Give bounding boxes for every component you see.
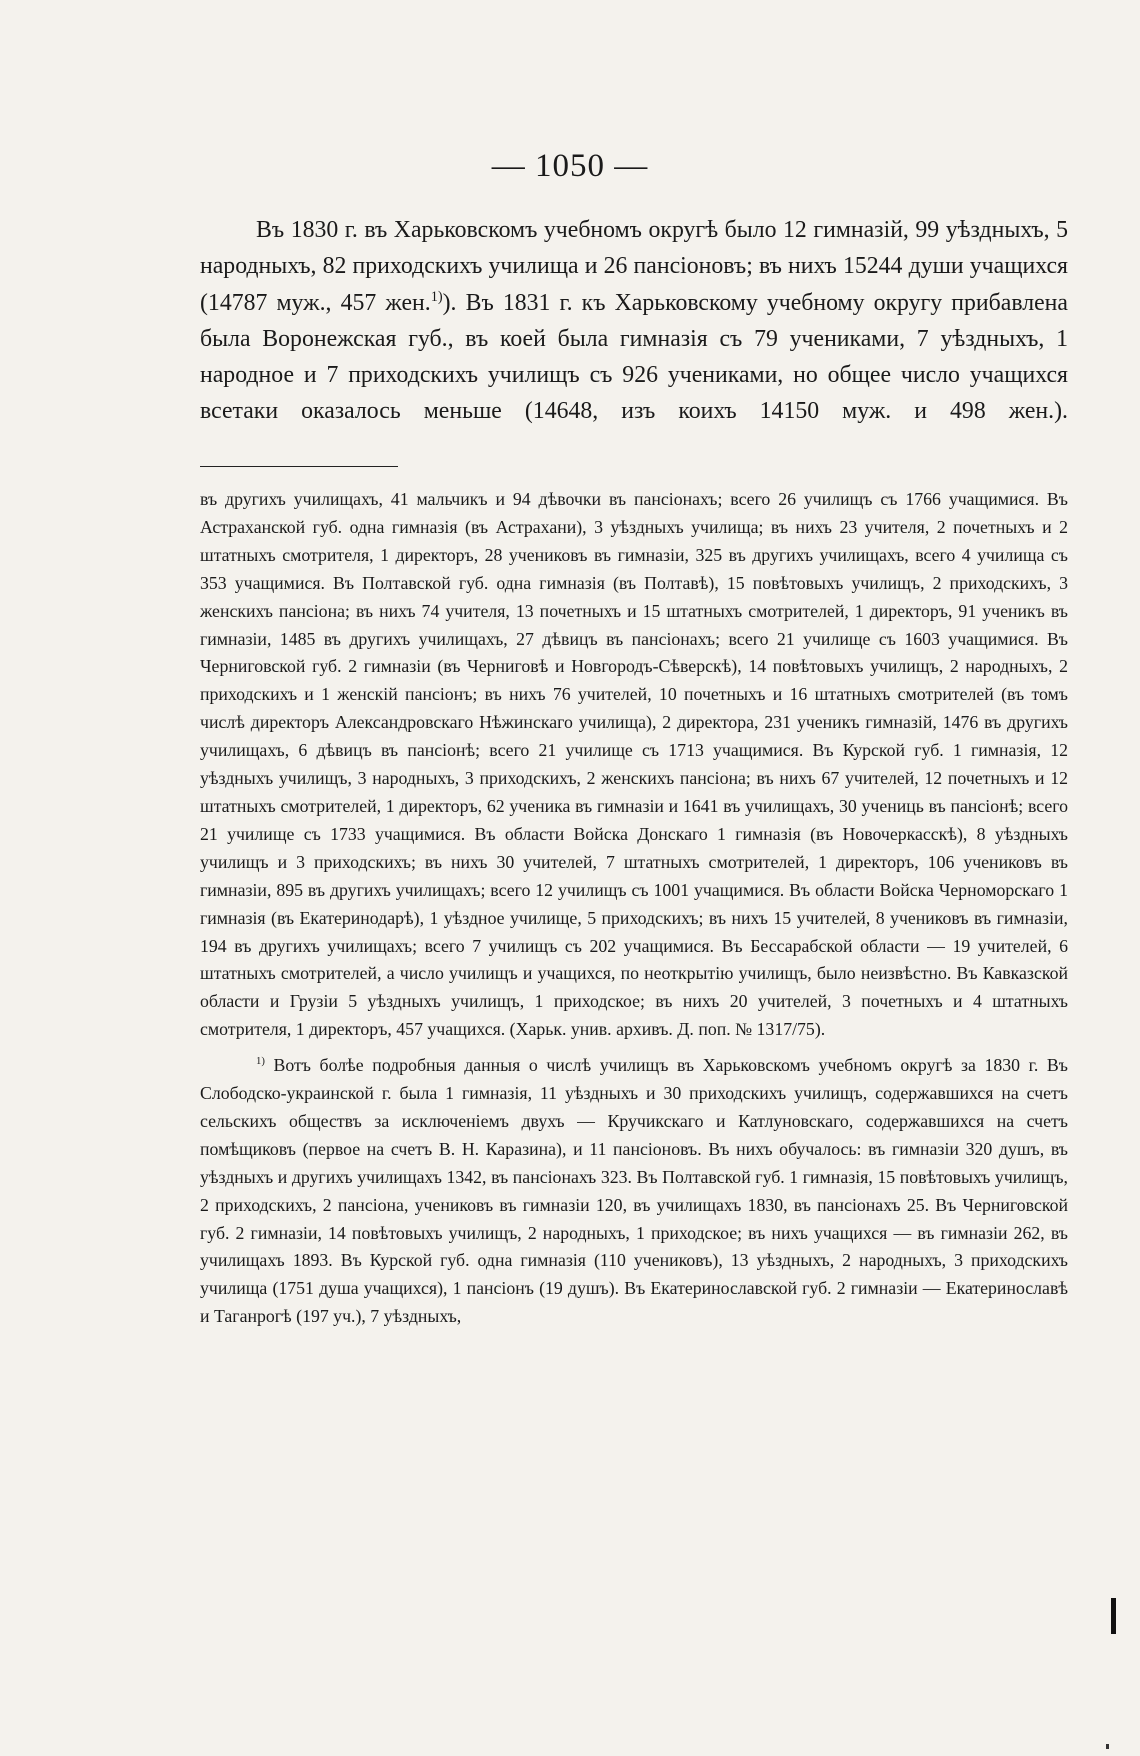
scan-dot: [1106, 1744, 1109, 1749]
footnotes: [200, 486, 1068, 1331]
footnote-continuation: въ другихъ училищахъ, 41 мальчикъ и 94 дѣвочки въ пансіонахъ; всего 26 училищъ съ 1766 учащимися. Въ Астраханской губ. одна гимназія (въ Астрахани), 3 уѣздныхъ училища; въ нихъ 23 учителя, 2 почетныхъ и 2 штатныхъ смотрителя, 1 директоръ, 28 учениковъ въ гимназіи, 325 въ другихъ училищахъ, всего 4 училища съ 353 учащимися. Въ Полтавской губ. одна гимназія (въ Полтавѣ), 15 повѣтовыхъ училищъ, 2 приходскихъ, 3 женскихъ пансіона; въ нихъ 74 учителя, 13 почетныхъ и 15 штатныхъ смотрителей, 1 директоръ, 91 ученикъ въ гимназіи, 1485 въ другихъ училищахъ, 27 дѣвицъ въ пансіонахъ; всего 21 училище съ 1603 учащимися. Въ Черниговской губ. 2 гимназіи (въ Черниговѣ и Новгородъ-Сѣверскѣ), 14 повѣтовыхъ училищъ, 2 народныхъ, 2 приходскихъ и 1 женскій пансіонъ; въ нихъ 76 учителей, 10 почетныхъ и 16 штатныхъ смотрителей (въ томъ числѣ директоръ Александровскаго Нѣжинскаго училища), 2 директора, 231 ученикъ гимназій, 1476 въ другихъ училищахъ, 6 дѣвицъ въ пансіонѣ; всего 21 училище съ 1713 учащимися. Въ Курской губ. 1 гимназія, 12 уѣздныхъ училищъ, 3 народныхъ, 3 приходскихъ, 2 женскихъ пансіона; въ нихъ 67 учителей, 12 почетныхъ и 12 штатныхъ смотрителей, 1 директоръ, 62 ученика въ гимназіи и 1641 въ училищахъ, 30 учениць въ пансіонѣ; всего 21 училище съ 1733 учащимися. Въ области Войска Донскаго 1 гимназія (въ Новочеркасскѣ), 8 уѣздныхъ училищъ и 3 приходскихъ; въ нихъ 30 учителей, 7 штатныхъ смотрителей, 1 директоръ, 106 учениковъ въ гимназіи, 895 въ другихъ училищахъ; всего 12 училищъ съ 1001 учащимися. Въ области Войска Черноморскаго 1 гимназія (въ Екатеринодарѣ), 1 уѣздное училище, 5 приходскихъ; въ нихъ 15 учителей, 8 учениковъ въ гимназіи, 194 въ другихъ училищахъ; всего 7 училищъ съ 202 учащимися. Въ Бессарабской области — 19 учителей, 6 штатныхъ смотрителей, а число училищъ и учащихся, по неоткрытію училищъ, было неизвѣстно. Въ Кавказской области и Грузіи 5 уѣздныхъ училищъ, 1 приходское; въ нихъ 20 учителей, 3 почетныхъ и 4 штатныхъ смотрителя, 1 директоръ, 457 учащихся. (Харьк. унив. архивъ. Д. поп. № 1317/75).: [200, 489, 1068, 1040]
scan-mark: [1111, 1598, 1116, 1634]
footnote-marker: 1): [256, 1055, 265, 1068]
main-text: [200, 212, 1068, 466]
footnote-divider: [200, 466, 398, 467]
page-number: — 1050 —: [491, 148, 649, 184]
footnote-reference-1: 1): [430, 288, 443, 305]
main-paragraph: [200, 212, 1068, 466]
main-paragraph-text: Въ 1830 г. въ Харьковскомъ учебномъ округѣ было 12 гимназій, 99 уѣздныхъ, 5 народныхъ, 82 приходскихъ училища и 26 пансіоновъ; въ нихъ 15244 души учащихся (14787 муж., 457 жен.: [200, 217, 1068, 316]
main-paragraph-continued: ). Въ 1831 г. къ Харьковскому учебному округу прибавлена была Воронежская губ., въ коей была гимназія съ 79 учениками, 7 уѣздныхъ, 1 народное и 7 приходскихъ училищъ съ 926 учениками, но общее число учащихся всетаки оказалось меньше (14648, изъ коихъ 14150 муж. и 498 жен.).: [200, 289, 1068, 425]
footnote-1-text: Вотъ болѣе подробныя данныя о числѣ училищъ въ Харьковскомъ учебномъ округѣ за 1830 г. Въ Слободско-украинской г. была 1 гимназія, 11 уѣздныхъ и 30 приходскихъ училищъ, содержавшихся на счетъ сельскихъ обществъ за исключеніемъ двухъ — Кручикскаго и Катлуновскаго, содержавшихся на счетъ помѣщиковъ (первое на счетъ В. Н. Каразина), и 11 пансіоновъ. Въ нихъ обучалось: въ гимназіи 320 душъ, въ уѣздныхъ и другихъ училищахъ 1342, въ пансіонахъ 323. Въ Полтавской губ. 1 гимназія, 15 повѣтовыхъ училищъ, 2 приходскихъ, 2 пансіона, учениковъ въ гимназіи 120, въ училищахъ 1830, въ пансіонахъ 25. Въ Черниговской губ. 2 гимназіи, 14 повѣтовыхъ училищъ, 2 народныхъ, 1 приходское; въ нихъ учащихся — въ гимназіи 262, въ училищахъ 1893. Въ Курской губ. одна гимназія (110 учениковъ), 13 уѣздныхъ, 2 народныхъ, 3 приходскихъ училища (1751 душа учащихся), 1 пансіонъ (19 душъ). Въ Екатеринославской губ. 2 гимназіи — Екатеринославѣ и Таганрогѣ (197 уч.), 7 уѣздныхъ,: [200, 1055, 1068, 1327]
footnote-1: [200, 1052, 1068, 1331]
